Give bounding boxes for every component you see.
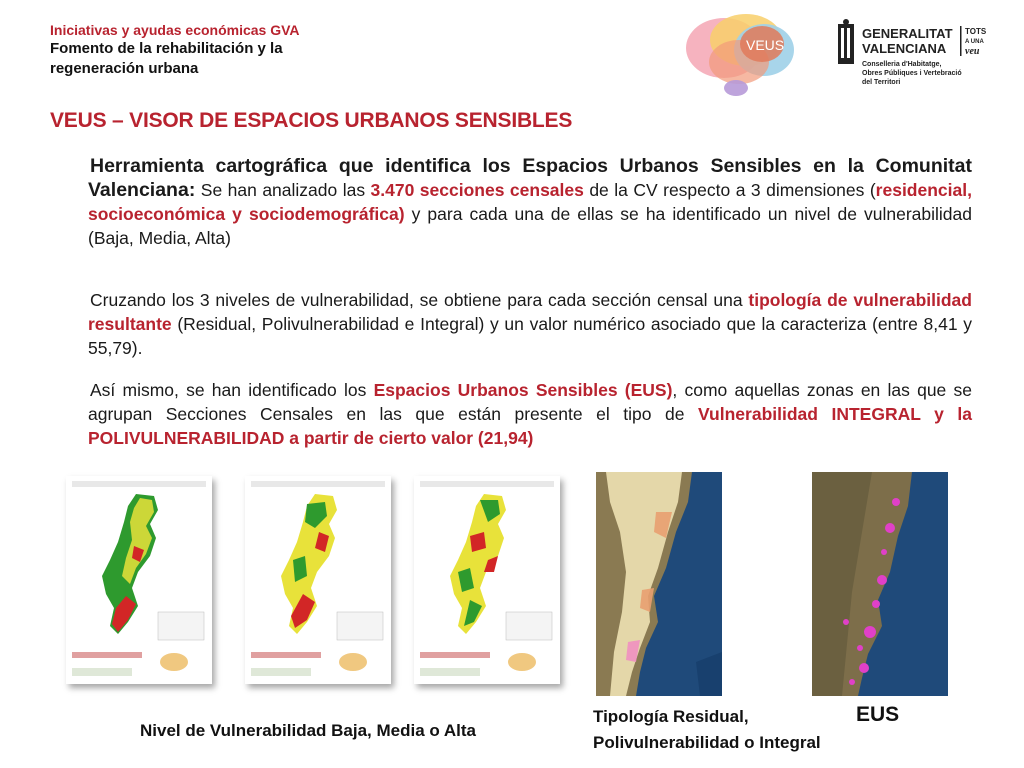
map-satellite-typology	[596, 472, 722, 696]
header-kicker: Iniciativas y ayudas económicas GVA	[50, 22, 300, 38]
eus-highlight-criteria: Vulnerabilidad INTEGRAL y la POLIVULNERABILIDAD a partir de cierto valor (21,94)	[88, 404, 973, 448]
gva-name-line1: GENERALITAT	[862, 26, 953, 41]
coat-of-arms-icon	[838, 19, 854, 64]
eus-text-2: , como aquellas zonas en las que se agrupan Secciones Censales en las que están presente el tipo de	[88, 380, 972, 424]
caption-eus: EUS	[856, 703, 900, 726]
intro-text-1: Se han analizado las	[195, 180, 371, 200]
veus-logo	[684, 10, 802, 100]
typology-text-1: Cruzando los 3 niveles de vulnerabilidad, se obtiene para cada sección censal una	[90, 290, 749, 310]
veus-logo-text: VEUS	[746, 37, 785, 53]
gva-name-line2: VALENCIANA	[862, 41, 947, 56]
header-subtitle: Fomento de la rehabilitación y la regeneración urbana	[50, 40, 283, 77]
caption-vulnerability-levels: Nivel de Vulnerabilidad Baja, Media o Alta	[140, 721, 476, 740]
typology-highlight: tipología de vulnerabilidad resultante	[88, 290, 972, 334]
gva-tag-line2: A UNA	[965, 39, 984, 45]
header-block	[50, 22, 370, 79]
intro-text-3: y para cada una de ellas se ha identificado un nivel de vulnerabilidad (Baja, Media, Alta)	[88, 204, 972, 248]
intro-highlight-dimensions: residencial, socioeconómica y sociodemográfica)	[88, 180, 972, 224]
caption-typology: Tipología Residual, Polivulnerabilidad o Integral	[593, 707, 821, 752]
paragraph-eus	[88, 378, 972, 450]
generalitat-logo	[836, 18, 986, 90]
eus-text-1: Así mismo, se han identificado los	[90, 380, 374, 400]
intro-text-2: de la CV respecto a 3 dimensiones (	[583, 180, 876, 200]
map-thumbnail-socioeconomic	[245, 476, 391, 684]
paragraph-typology	[88, 288, 972, 360]
gva-dept-line1: Conselleria d'Habitatge,	[862, 61, 942, 68]
eus-highlight-name: Espacios Urbanos Sensibles (EUS)	[373, 380, 673, 400]
intro-lead: Herramienta cartográfica que identifica los Espacios Urbanos Sensibles en la Comunitat Valenciana:	[88, 155, 972, 201]
paragraph-intro	[88, 154, 972, 250]
map-satellite-eus	[812, 472, 948, 696]
gva-tag-line3: veu	[965, 46, 980, 57]
gva-dept-line2: Obres Públiques i Vertebració	[862, 70, 962, 77]
gva-tag-line1: TOTS	[965, 27, 986, 36]
page-title: VEUS – VISOR DE ESPACIOS URBANOS SENSIBLES	[50, 109, 573, 132]
intro-highlight-sections: 3.470 secciones censales	[370, 180, 584, 200]
map-thumbnail-residential	[66, 476, 212, 684]
typology-text-2: (Residual, Polivulnerabilidad e Integral) y un valor numérico asociado que la caracteriza (entre 8,41 y 55,79).	[88, 314, 972, 358]
map-thumbnail-sociodemographic	[414, 476, 560, 684]
gva-dept-line3: del Territori	[862, 79, 901, 86]
